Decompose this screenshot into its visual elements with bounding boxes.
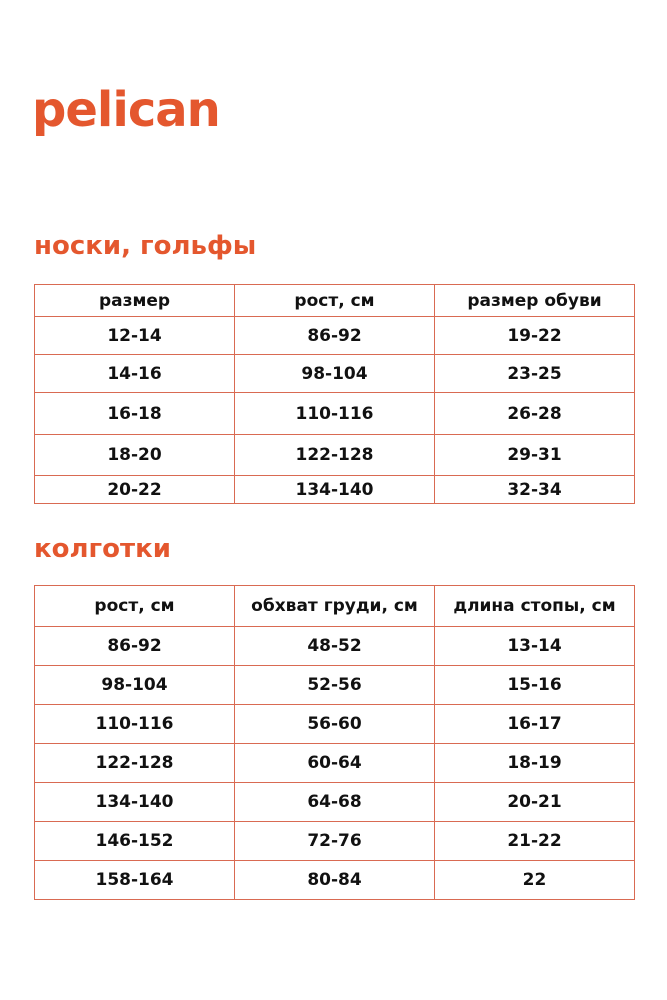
table-cell: 19-22 [435,317,635,355]
table-cell: 26-28 [435,393,635,435]
table-cell: 158-164 [35,861,235,900]
table-row [35,783,635,822]
table-cell: 80-84 [235,861,435,900]
table-cell: 20-21 [435,783,635,822]
table-cell: 20-22 [35,476,235,504]
table-cell: 18-20 [35,435,235,476]
pelican-logo: pelican [32,82,220,138]
table-cell: 98-104 [35,666,235,705]
column-header: размер обуви [435,285,635,317]
table-cell: 110-116 [235,393,435,435]
table-cell: 86-92 [35,627,235,666]
table-cell: 16-17 [435,705,635,744]
table-cell: 60-64 [235,744,435,783]
table-header-row [35,285,635,317]
tights-section-title: колготки [34,534,171,564]
table-row [35,393,635,435]
table-cell: 122-128 [35,744,235,783]
column-header: рост, см [235,285,435,317]
table-row [35,435,635,476]
column-header: рост, см [35,586,235,627]
table-cell: 86-92 [235,317,435,355]
table-cell: 32-34 [435,476,635,504]
table-row [35,476,635,504]
table-cell: 72-76 [235,822,435,861]
table-header-row [35,586,635,627]
table-cell: 134-140 [235,476,435,504]
table-cell: 64-68 [235,783,435,822]
table-row [35,744,635,783]
table-cell: 122-128 [235,435,435,476]
table-row [35,317,635,355]
table-cell: 98-104 [235,355,435,393]
table-row [35,705,635,744]
table-row [35,355,635,393]
table-cell: 22 [435,861,635,900]
table-cell: 12-14 [35,317,235,355]
table-cell: 110-116 [35,705,235,744]
table-cell: 18-19 [435,744,635,783]
table-cell: 146-152 [35,822,235,861]
socks-size-table [34,284,635,504]
column-header: обхват груди, см [235,586,435,627]
socks-section-title: носки, гольфы [34,231,257,261]
table-cell: 56-60 [235,705,435,744]
table-row [35,861,635,900]
table-cell: 21-22 [435,822,635,861]
column-header: длина стопы, см [435,586,635,627]
table-cell: 23-25 [435,355,635,393]
table-row [35,627,635,666]
table-cell: 14-16 [35,355,235,393]
table-cell: 15-16 [435,666,635,705]
table-row [35,666,635,705]
tights-size-table [34,585,635,900]
column-header: размер [35,285,235,317]
table-cell: 16-18 [35,393,235,435]
table-cell: 134-140 [35,783,235,822]
table-cell: 13-14 [435,627,635,666]
table-row [35,822,635,861]
table-cell: 29-31 [435,435,635,476]
table-cell: 52-56 [235,666,435,705]
table-cell: 48-52 [235,627,435,666]
